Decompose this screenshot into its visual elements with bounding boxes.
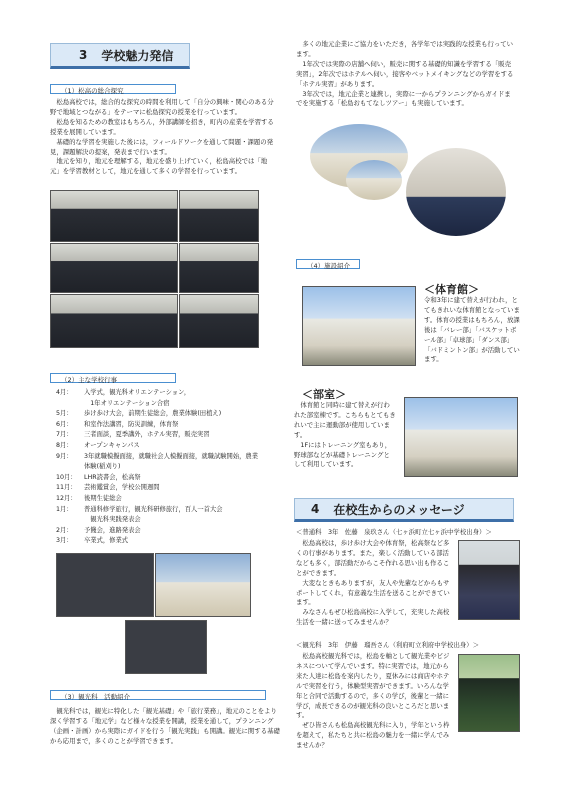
subsection-3-title: （3）観光科 活動紹介 (50, 690, 266, 700)
section-3-heading (50, 43, 190, 69)
subsection-1-title: （1）松高の総合探究 (50, 84, 176, 94)
hotel-photo-oval (406, 148, 506, 236)
schedule-row (56, 494, 278, 505)
schedule-row (56, 441, 278, 452)
schedule-row (56, 452, 278, 463)
student-message-1-text: 松島高校は，歩け歩け大会や体育祭，松高祭など多くの行事があります。また，楽しく活動している部活なども多く，部活動だからこそ作れる思い出も作ることができます。 大変なときもありますが，友人や先輩などからもサポートしてくれ，有意義な生活を送ることができています。 みなさんもぜひ松島高校に入学して，充実した高校生活を一緒に送ってみませんか？ (296, 539, 450, 627)
student-message-1-header: ＜普通科 3年 佐藤 泉玖さん（七ヶ浜町立七ヶ浜中学校出身）＞ (296, 528, 492, 536)
schedule-events: 後期生徒総会 (84, 494, 122, 502)
subsection-2-title: （2）主な学校行事 (50, 373, 176, 383)
section-4-heading (294, 498, 514, 522)
schedule-events: 普通科修学旅行，観光科研修旅行，百人一首大会 (84, 505, 223, 513)
club-room-title: ＜部室＞ (302, 388, 346, 401)
event-photo-hall (125, 620, 207, 674)
schedule-events: 三者面談，夏季講外，ホテル実習，販売実習 (84, 431, 210, 439)
classroom-photo-2 (179, 190, 259, 242)
paragraph: 1年次では実際の店舗へ伺い，販売に関する基礎的知識を学習する「販売実習」，2年次ではホテルへ伺い，接客やベットメイキングなどの学習をする「ホテル実習」があります。 (296, 59, 514, 88)
student-2-photo (458, 654, 520, 732)
student-message-2-text: 松島高校観光科では，松島を軸として観光業やビジネスについて学んでいます。特に実習では，地元から来た人達に松島を案内したり，夏休みには商店やホテルで実習を行う，体験型実習ができます。いろんな学年と合同で活動するので，多くの学び，後輩と一緒に学び，成長できるのが観光科の良いところだと思います。 ぜひ皆さんも松島高校観光科に入り，学年という枠を超えて，私たちと共に松島の魅力を一緒に学んでみませんか？ (296, 652, 450, 750)
schedule-events: 観光科実践発表会 (84, 516, 141, 524)
paragraph: 松島高校では，総合的な探究の時間を利用して「自分の興味・関心のある分野で地域とつながる」をテーマに松島探究の授業を行っています。 (50, 98, 274, 116)
gym-title: ＜体育館＞ (424, 283, 479, 296)
paragraph: 松島を知るための教室はもちろん，外部講師を招き，町内の産業を学習する授業を展開しています。 (50, 117, 274, 136)
schedule-row (56, 430, 278, 441)
club-room-text (294, 401, 396, 470)
schedule-row (56, 526, 278, 537)
club-room-photo (404, 397, 518, 477)
section-number: 3 (79, 48, 88, 62)
classroom-photo-5 (50, 294, 178, 348)
schedule-events: 入学式，観光科オリエンテーション， (84, 389, 191, 396)
schedule-events: 3年就職模擬面接，就職社会人模擬面接，就職試験開始，農業 (84, 452, 259, 460)
paragraph: 3年次では，地元企業と連携し，実際に一からプランニングからガイドまでを実施する「松島おもてなしツアー」も実施しています。 (296, 89, 511, 108)
subsection-4-title: （4）施設紹介 (296, 259, 360, 269)
classroom-photo-1 (50, 190, 178, 242)
schedule-events: LHR読書会，松高祭 (84, 473, 141, 481)
schedule-month: 7月： (56, 431, 73, 439)
schedule-month: 4月： (56, 389, 73, 396)
classroom-photo-4 (179, 243, 259, 293)
gym-text: 令和3年に建て替えが行われ，とてもきれいな体育館となっています。体育の授業はもちろん，放課後は「バレー部」「バスケットボール部」「卓球部」「ダンス部」「バドミントン部」が活動しています。 (424, 296, 520, 364)
schedule-row (56, 505, 278, 516)
schedule-events: 歩け歩け大会，前期生徒総会，農業体験(田植え) (84, 410, 222, 418)
schedule-events: オープンキャンパス (84, 441, 140, 449)
schedule-row (56, 473, 278, 484)
schedule-row (56, 399, 278, 410)
schedule-month (56, 515, 84, 526)
section-title: 在校生からのメッセージ (333, 502, 465, 517)
schedule-month: 10月： (56, 473, 77, 481)
gymnasium-photo (302, 286, 416, 366)
schedule-row (56, 409, 278, 420)
schedule-row (56, 420, 278, 431)
schedule-month: 8月： (56, 441, 73, 449)
subsection-1-text (50, 98, 276, 177)
tour-photo-oval-2 (346, 160, 402, 200)
paragraph: 多くの地元企業にご協力をいただき，各学年では実践的な授業も行っています。 (296, 40, 514, 58)
schedule-month: 12月： (56, 494, 77, 502)
schedule-month: 9月： (56, 452, 73, 460)
classroom-photo-6 (179, 294, 259, 348)
schedule-month: 1月： (56, 505, 73, 513)
schedule-month: 3月： (56, 537, 73, 545)
paragraph: 地元を知り，地元を理解する，地元を盛り上げていく，松島高校では「地元」を学習教材として，地元を通して多くの学習を行っています。 (50, 157, 268, 176)
schedule-month: 2月： (56, 526, 73, 534)
schedule-row (56, 515, 278, 526)
student-message-2-header: ＜観光科 3年 伊藤 瑠吾さん（利府町立利府中学校出身）＞ (296, 641, 480, 649)
schedule-row (56, 388, 278, 399)
schedule-events: 和室作法講習，防災訓練，体育祭 (84, 420, 179, 428)
school-events-table (56, 388, 278, 547)
schedule-events: 1年オリエンテーション合宿 (84, 399, 170, 407)
schedule-month (56, 399, 84, 410)
schedule-events: 芸術鑑賞会，学校公開週間 (84, 484, 160, 492)
schedule-month: 11月： (56, 484, 77, 492)
classroom-photo-3 (50, 243, 178, 293)
paragraph: 1Fにはトレーニング室もあり，野球部などが基礎トレーニングとして利用しています。 (294, 440, 392, 469)
schedule-month (56, 462, 84, 473)
schedule-month: 6月： (56, 420, 73, 428)
student-1-photo (458, 540, 520, 620)
subsection-3-text: 観光科では，観光に特化した「観光基礎」や「旅行業務」，地元のことをより深く学習する「地元学」など様々な授業を開講，授業を通して，プランニング（企画・計画）から実際にガイドを行う「観光実践」も開講。観光に関する基礎から応用まで，多くのことが学習できます。 (50, 707, 280, 745)
schedule-events: 体験(稲刈り) (84, 463, 121, 471)
paragraph: 基礎的な学習を実施した後には，フィールドワークを通して問題・課題の発見，課題解決の提案，発表まで行います。 (50, 137, 274, 156)
schedule-events: 卒業式，修業式 (84, 537, 129, 545)
section-title: 学校魅力発信 (101, 48, 174, 63)
schedule-events: 予餞会，進路発表会 (84, 526, 141, 534)
schedule-month: 5月： (56, 410, 73, 418)
schedule-row (56, 483, 278, 494)
section-number: 4 (311, 502, 320, 516)
practical-classes-text (296, 40, 516, 109)
paragraph: 体育館と同時に建て替えが行われた部室棟です。こちらもとてもきれいで主に運動部が使用しています。 (294, 401, 396, 439)
event-photo-ceremony (56, 553, 154, 617)
schedule-row (56, 462, 278, 473)
schedule-row (56, 536, 278, 547)
event-photo-students (155, 553, 251, 617)
